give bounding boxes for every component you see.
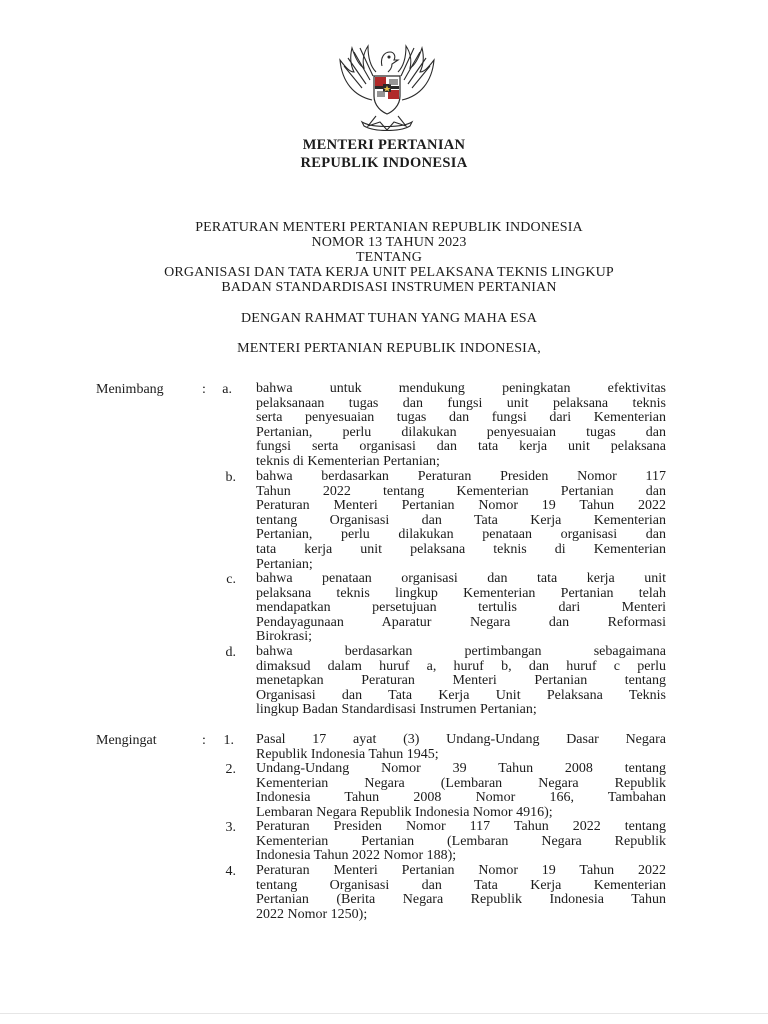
menimbang-marker-d: d. [225, 645, 236, 660]
text-line: Organisasi dan Tata Kerja Unit Pelaksana Teknis [256, 688, 666, 703]
mengingat-marker-3: 3. [225, 820, 236, 835]
mengingat-item-3 [256, 820, 666, 864]
text-line: dimaksud dalam huruf a, huruf b, dan huruf c perlu [256, 659, 666, 674]
garuda-emblem-icon [332, 38, 442, 134]
menimbang-item-b [256, 470, 666, 572]
menimbang-marker-c: c. [226, 572, 236, 587]
text-line: Peraturan Presiden Nomor 117 Tahun 2022 tentang [256, 820, 666, 834]
text-line: bahwa berdasarkan Peraturan Presiden Nomor 117 [256, 470, 666, 484]
page-edge-divider [0, 1013, 768, 1014]
text-line: Pendayagunaan Aparatur Negara dan Reformasi [256, 615, 666, 630]
text-line: Pertanian (Berita Negara Republik Indonesia Tahun [256, 893, 666, 908]
text-line: pelaksanaan tugas dan fungsi unit pelaksana teknis [256, 396, 666, 411]
text-line: Undang-Undang Nomor 39 Tahun 2008 tentang [256, 762, 666, 776]
text-line: bahwa berdasarkan pertimbangan sebagaimana [256, 645, 666, 659]
header-republic-title: REPUBLIK INDONESIA [300, 155, 468, 171]
text-line: mendapatkan persetujuan tertulis dari Menteri [256, 601, 666, 616]
regulation-subject-line2: BADAN STANDARDISASI INSTRUMEN PERTANIAN [221, 280, 557, 295]
mengingat-item-2 [256, 762, 666, 820]
mengingat-item-1 [256, 733, 666, 762]
text-line: Pertanian, perlu dilakukan penataan organisasi dan [256, 528, 666, 543]
regulation-subject-line1: ORGANISASI DAN TATA KERJA UNIT PELAKSANA TEKNIS LINGKUP [164, 265, 614, 280]
text-line: tentang Organisasi dan Tata Kerja Kementerian [256, 513, 666, 528]
text-line: fungsi serta organisasi dan tata kerja unit pelaksana [256, 440, 666, 455]
text-line: bahwa penataan organisasi dan tata kerja unit [256, 572, 666, 586]
text-line: pelaksana teknis lingkup Kementerian Pertanian telah [256, 586, 666, 601]
text-line: Indonesia Tahun 2008 Nomor 166, Tambahan [256, 791, 666, 806]
text-line: Kementerian Pertanian (Lembaran Negara Republik [256, 834, 666, 849]
text-line: 2022 Nomor 1250); [256, 907, 368, 922]
mengingat-marker-1: 1. [223, 733, 234, 748]
regulation-number: NOMOR 13 TAHUN 2023 [311, 235, 467, 250]
text-line: Kementerian Negara (Lembaran Negara Republik [256, 776, 666, 791]
mengingat-label: Mengingat [96, 733, 157, 748]
preamble-rahmat: DENGAN RAHMAT TUHAN YANG MAHA ESA [241, 311, 537, 326]
text-line: menetapkan Peraturan Menteri Pertanian tentang [256, 674, 666, 689]
mengingat-colon: : [202, 733, 206, 748]
text-line: Pertanian; [256, 557, 313, 572]
text-line: Peraturan Menteri Pertanian Nomor 19 Tahun 2022 [256, 499, 666, 514]
text-line: Pertanian, perlu dilakukan penyesuaian tugas dan [256, 425, 666, 440]
text-line: Pasal 17 ayat (3) Undang-Undang Dasar Negara [256, 733, 666, 747]
text-line: bahwa untuk mendukung peningkatan efektivitas [256, 382, 666, 396]
text-line: Republik Indonesia Tahun 1945; [256, 747, 439, 762]
menimbang-label: Menimbang [96, 382, 164, 397]
mengingat-marker-4: 4. [225, 864, 236, 879]
text-line: Birokrasi; [256, 630, 312, 645]
text-line: Peraturan Menteri Pertanian Nomor 19 Tahun 2022 [256, 864, 666, 878]
menimbang-item-d [256, 645, 666, 718]
menimbang-item-a [256, 382, 666, 470]
text-line: Lembaran Negara Republik Indonesia Nomor 4916); [256, 805, 553, 820]
header-minister-title: MENTERI PERTANIAN [302, 137, 466, 153]
text-line: Tahun 2022 tentang Kementerian Pertanian dan [256, 484, 666, 499]
menimbang-marker-a: a. [222, 382, 232, 397]
text-line: tata kerja unit pelaksana teknis di Kementerian [256, 542, 666, 557]
menimbang-item-c [256, 572, 666, 645]
preamble-menteri: MENTERI PERTANIAN REPUBLIK INDONESIA, [237, 341, 541, 356]
text-line: lingkup Badan Standardisasi Instrumen Pertanian; [256, 703, 537, 718]
text-line: serta penyesuaian tugas dan fungsi dari Kementerian [256, 411, 666, 426]
menimbang-colon: : [202, 382, 206, 397]
mengingat-marker-2: 2. [225, 762, 236, 777]
text-line: Indonesia Tahun 2022 Nomor 188); [256, 849, 457, 864]
text-line: teknis di Kementerian Pertanian; [256, 454, 440, 469]
menimbang-marker-b: b. [225, 470, 236, 485]
mengingat-item-4 [256, 864, 666, 922]
text-line: tentang Organisasi dan Tata Kerja Kementerian [256, 878, 666, 893]
regulation-about: TENTANG [355, 250, 423, 265]
regulation-title: PERATURAN MENTERI PERTANIAN REPUBLIK INDONESIA [195, 220, 583, 235]
